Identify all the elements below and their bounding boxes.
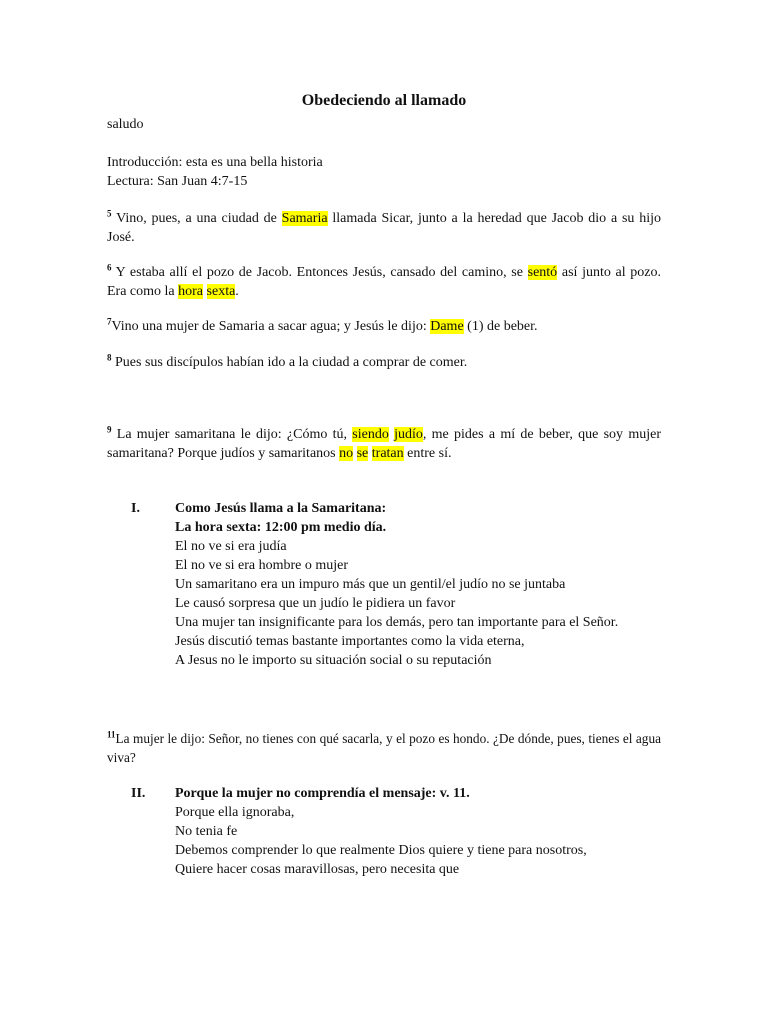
highlighted-word: no xyxy=(339,446,354,461)
list-item: Un samaritano era un impuro más que un gentil/el judío no se juntaba xyxy=(175,577,566,592)
verse-number: 11 xyxy=(107,729,116,740)
highlighted-word: siendo xyxy=(352,427,389,442)
verse-number: 5 xyxy=(107,208,112,219)
list-item: No tenia fe xyxy=(175,824,238,839)
verse-text: llamada Sicar, junto a la heredad que Jacob dio a su hijo José. xyxy=(107,211,662,245)
document-title: Obedeciendo al llamado xyxy=(301,92,467,109)
section-2-heading: Porque la mujer no comprendía el mensaje: v. 11. xyxy=(175,786,470,801)
highlighted-word: tratan xyxy=(371,446,404,461)
verse-text xyxy=(203,284,207,299)
list-item: Porque ella ignoraba, xyxy=(175,805,295,820)
section-1-numeral: I. xyxy=(131,501,140,516)
verse-number: 7 xyxy=(107,316,112,327)
verse-text: (1) de beber. xyxy=(463,319,538,334)
highlighted-word: Samaria xyxy=(281,211,328,226)
verse-text: La mujer samaritana le dijo: ¿Cómo tú, xyxy=(116,427,353,442)
highlighted-word: judío xyxy=(394,427,423,442)
verse-text: entre sí. xyxy=(403,446,452,461)
verse-9 xyxy=(107,425,661,463)
list-item: El no ve si era hombre o mujer xyxy=(175,558,349,573)
highlighted-word: se xyxy=(356,446,369,461)
highlighted-word: Dame xyxy=(430,319,464,334)
verse-text: . xyxy=(235,284,239,299)
verse-number: 9 xyxy=(107,424,112,435)
greeting-text: saludo xyxy=(107,117,144,132)
list-item: Una mujer tan insignificante para los demás, pero tan importante para el Señor. xyxy=(175,615,619,630)
verse-11 xyxy=(107,729,661,767)
verse-text: , me pides a mí de beber, que soy mujer samaritana? Porque judíos y samaritanos xyxy=(107,427,661,461)
section-2-numeral: II. xyxy=(131,786,146,801)
highlighted-word: sexta xyxy=(206,284,236,299)
verse-number: 8 xyxy=(107,352,112,363)
section-1-heading: Como Jesús llama a la Samaritana: xyxy=(175,501,387,516)
highlighted-word: hora xyxy=(178,284,204,299)
verse-text: La mujer le dijo: Señor, no tienes con qué sacarla, y el pozo es hondo. ¿De dónde, pues, tienes el agua viva? xyxy=(107,731,661,765)
verse-text: Vino, pues, a una ciudad de xyxy=(116,211,282,226)
list-item: Jesús discutió temas bastante importantes como la vida eterna, xyxy=(175,634,525,649)
reading-text: Lectura: San Juan 4:7-15 xyxy=(107,174,248,189)
verse-text: Y estaba allí el pozo de Jacob. Entonces Jesús, cansado del camino, se xyxy=(115,265,528,280)
list-item: A Jesus no le importo su situación social o su reputación xyxy=(175,653,492,668)
verse-text: Pues sus discípulos habían ido a la ciudad a comprar de comer. xyxy=(115,355,468,370)
introduction-text: Introducción: esta es una bella historia xyxy=(107,155,323,170)
list-item: Quiere hacer cosas maravillosas, pero necesita que xyxy=(175,862,460,877)
section-1-subheading: La hora sexta: 12:00 pm medio día. xyxy=(175,520,387,535)
list-item: Debemos comprender lo que realmente Dios quiere y tiene para nosotros, xyxy=(175,843,587,858)
verse-5 xyxy=(107,209,661,247)
verse-6 xyxy=(107,263,661,301)
verse-number: 6 xyxy=(107,262,112,273)
list-item: El no ve si era judía xyxy=(175,539,287,554)
verse-7 xyxy=(107,317,538,336)
verse-text: así junto al pozo. Era como la xyxy=(107,265,661,299)
list-item: Le causó sorpresa que un judío le pidiera un favor xyxy=(175,596,456,611)
verse-text: Vino una mujer de Samaria a sacar agua; y Jesús le dijo: xyxy=(111,319,431,334)
verse-8 xyxy=(107,353,467,372)
highlighted-word: sentó xyxy=(527,265,558,280)
